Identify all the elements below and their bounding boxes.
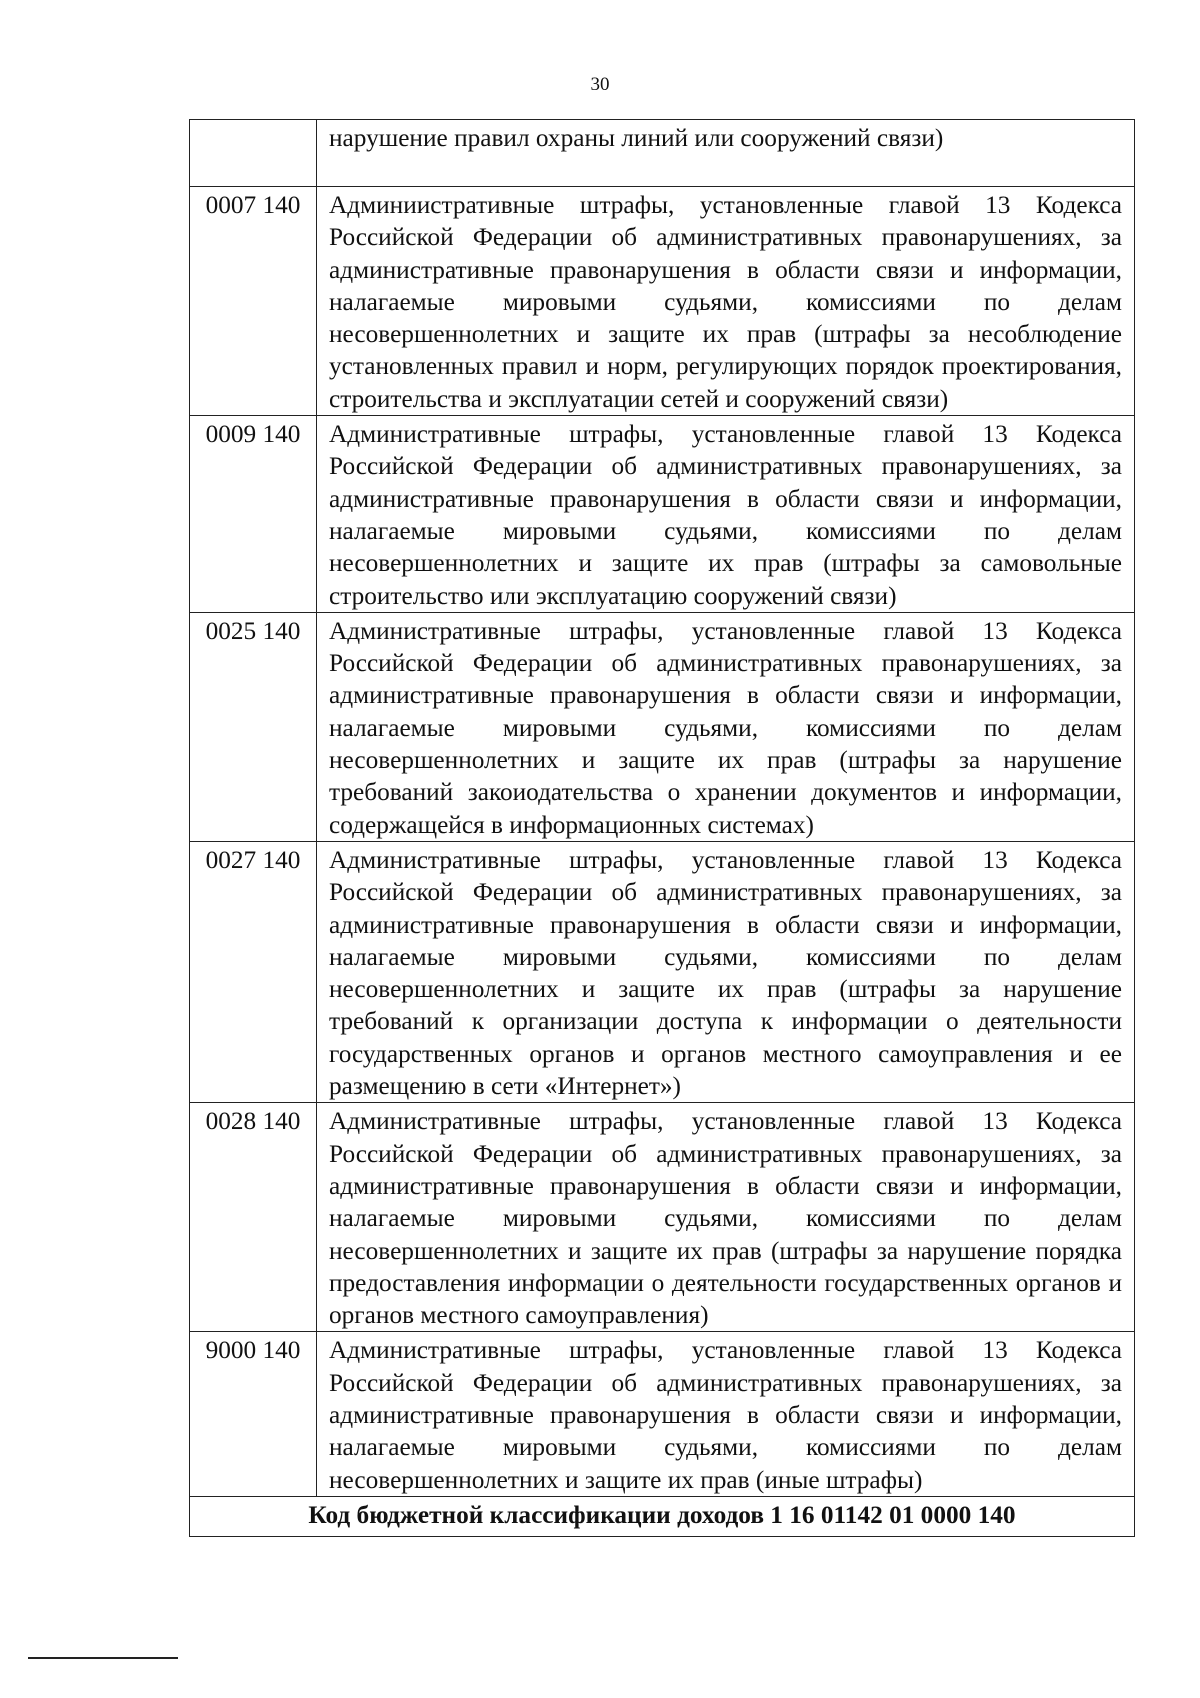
description-cell: Административные штрафы, установленные главой 13 Кодекса Российской Федерации об административных правонарушениях, за административные правонарушения в области связи и информации, налагаемые мировыми судьями, комиссиями по делам несовершеннолетних и защите их прав (иные штрафы) xyxy=(317,1332,1135,1496)
table-row xyxy=(190,1103,1135,1332)
table-row xyxy=(190,120,1135,187)
footnote-rule xyxy=(28,1657,178,1659)
table-row xyxy=(190,841,1135,1102)
code-cell xyxy=(190,120,317,187)
description-cell: Административные штрафы, установленные главой 13 Кодекса Российской Федерации об административных правонарушениях, за административные правонарушения в области связи и информации, налагаемые мировыми судьями, комиссиями по делам несовершеннолетних и защите их прав (штрафы за самовольные строительство или эксплуатацию сооружений связи) xyxy=(317,416,1135,613)
description-cell: Админиистративные штрафы, установленные главой 13 Кодекса Российской Федерации об административных правонарушениях, за административные правонарушения в области связи и информации, налагаемые мировыми судьями, комиссиями по делам несовершеннолетних и защите их прав (штрафы за несоблюдение установленных правил и норм, регулирующих порядок проектирования, строительства и эксплуатации сетей и сооружений связи) xyxy=(317,187,1135,416)
table-footer-row xyxy=(190,1496,1135,1536)
code-cell: 0025 140 xyxy=(190,612,317,841)
classification-table xyxy=(189,119,1135,1537)
table-row xyxy=(190,612,1135,841)
budget-classification-code: Код бюджетной классификации доходов 1 16 01142 01 0000 140 xyxy=(190,1496,1135,1536)
description-cell: нарушение правил охраны линий или сооружений связи) xyxy=(317,120,1135,187)
code-cell: 0027 140 xyxy=(190,841,317,1102)
table-row xyxy=(190,416,1135,613)
description-cell: Административные штрафы, установленные главой 13 Кодекса Российской Федерации об административных правонарушениях, за административные правонарушения в области связи и информации, налагаемые мировыми судьями, комиссиями по делам несовершеннолетних и защите их прав (штрафы за нарушение порядка предоставления информации о деятельности государственных органов и органов местного самоуправления) xyxy=(317,1103,1135,1332)
table-row xyxy=(190,187,1135,416)
description-cell: Административные штрафы, установленные главой 13 Кодекса Российской Федерации об административных правонарушениях, за административные правонарушения в области связи и информации, налагаемые мировыми судьями, комиссиями по делам несовершеннолетних и защите их прав (штрафы за нарушение требований к организации доступа к информации о деятельности государственных органов и органов местного самоуправления и ее размещению в сети «Интернет») xyxy=(317,841,1135,1102)
code-cell: 0007 140 xyxy=(190,187,317,416)
page-number: 30 xyxy=(590,74,610,95)
description-cell: Административные штрафы, установленные главой 13 Кодекса Российской Федерации об административных правонарушениях, за административные правонарушения в области связи и информации, налагаемые мировыми судьями, комиссиями по делам несовершеннолетних и защите их прав (штрафы за нарушение требований закоиодательства о хранении документов и информации, содержащейся в информационных системах) xyxy=(317,612,1135,841)
table-row xyxy=(190,1332,1135,1496)
code-cell: 9000 140 xyxy=(190,1332,317,1496)
code-cell: 0028 140 xyxy=(190,1103,317,1332)
code-cell: 0009 140 xyxy=(190,416,317,613)
